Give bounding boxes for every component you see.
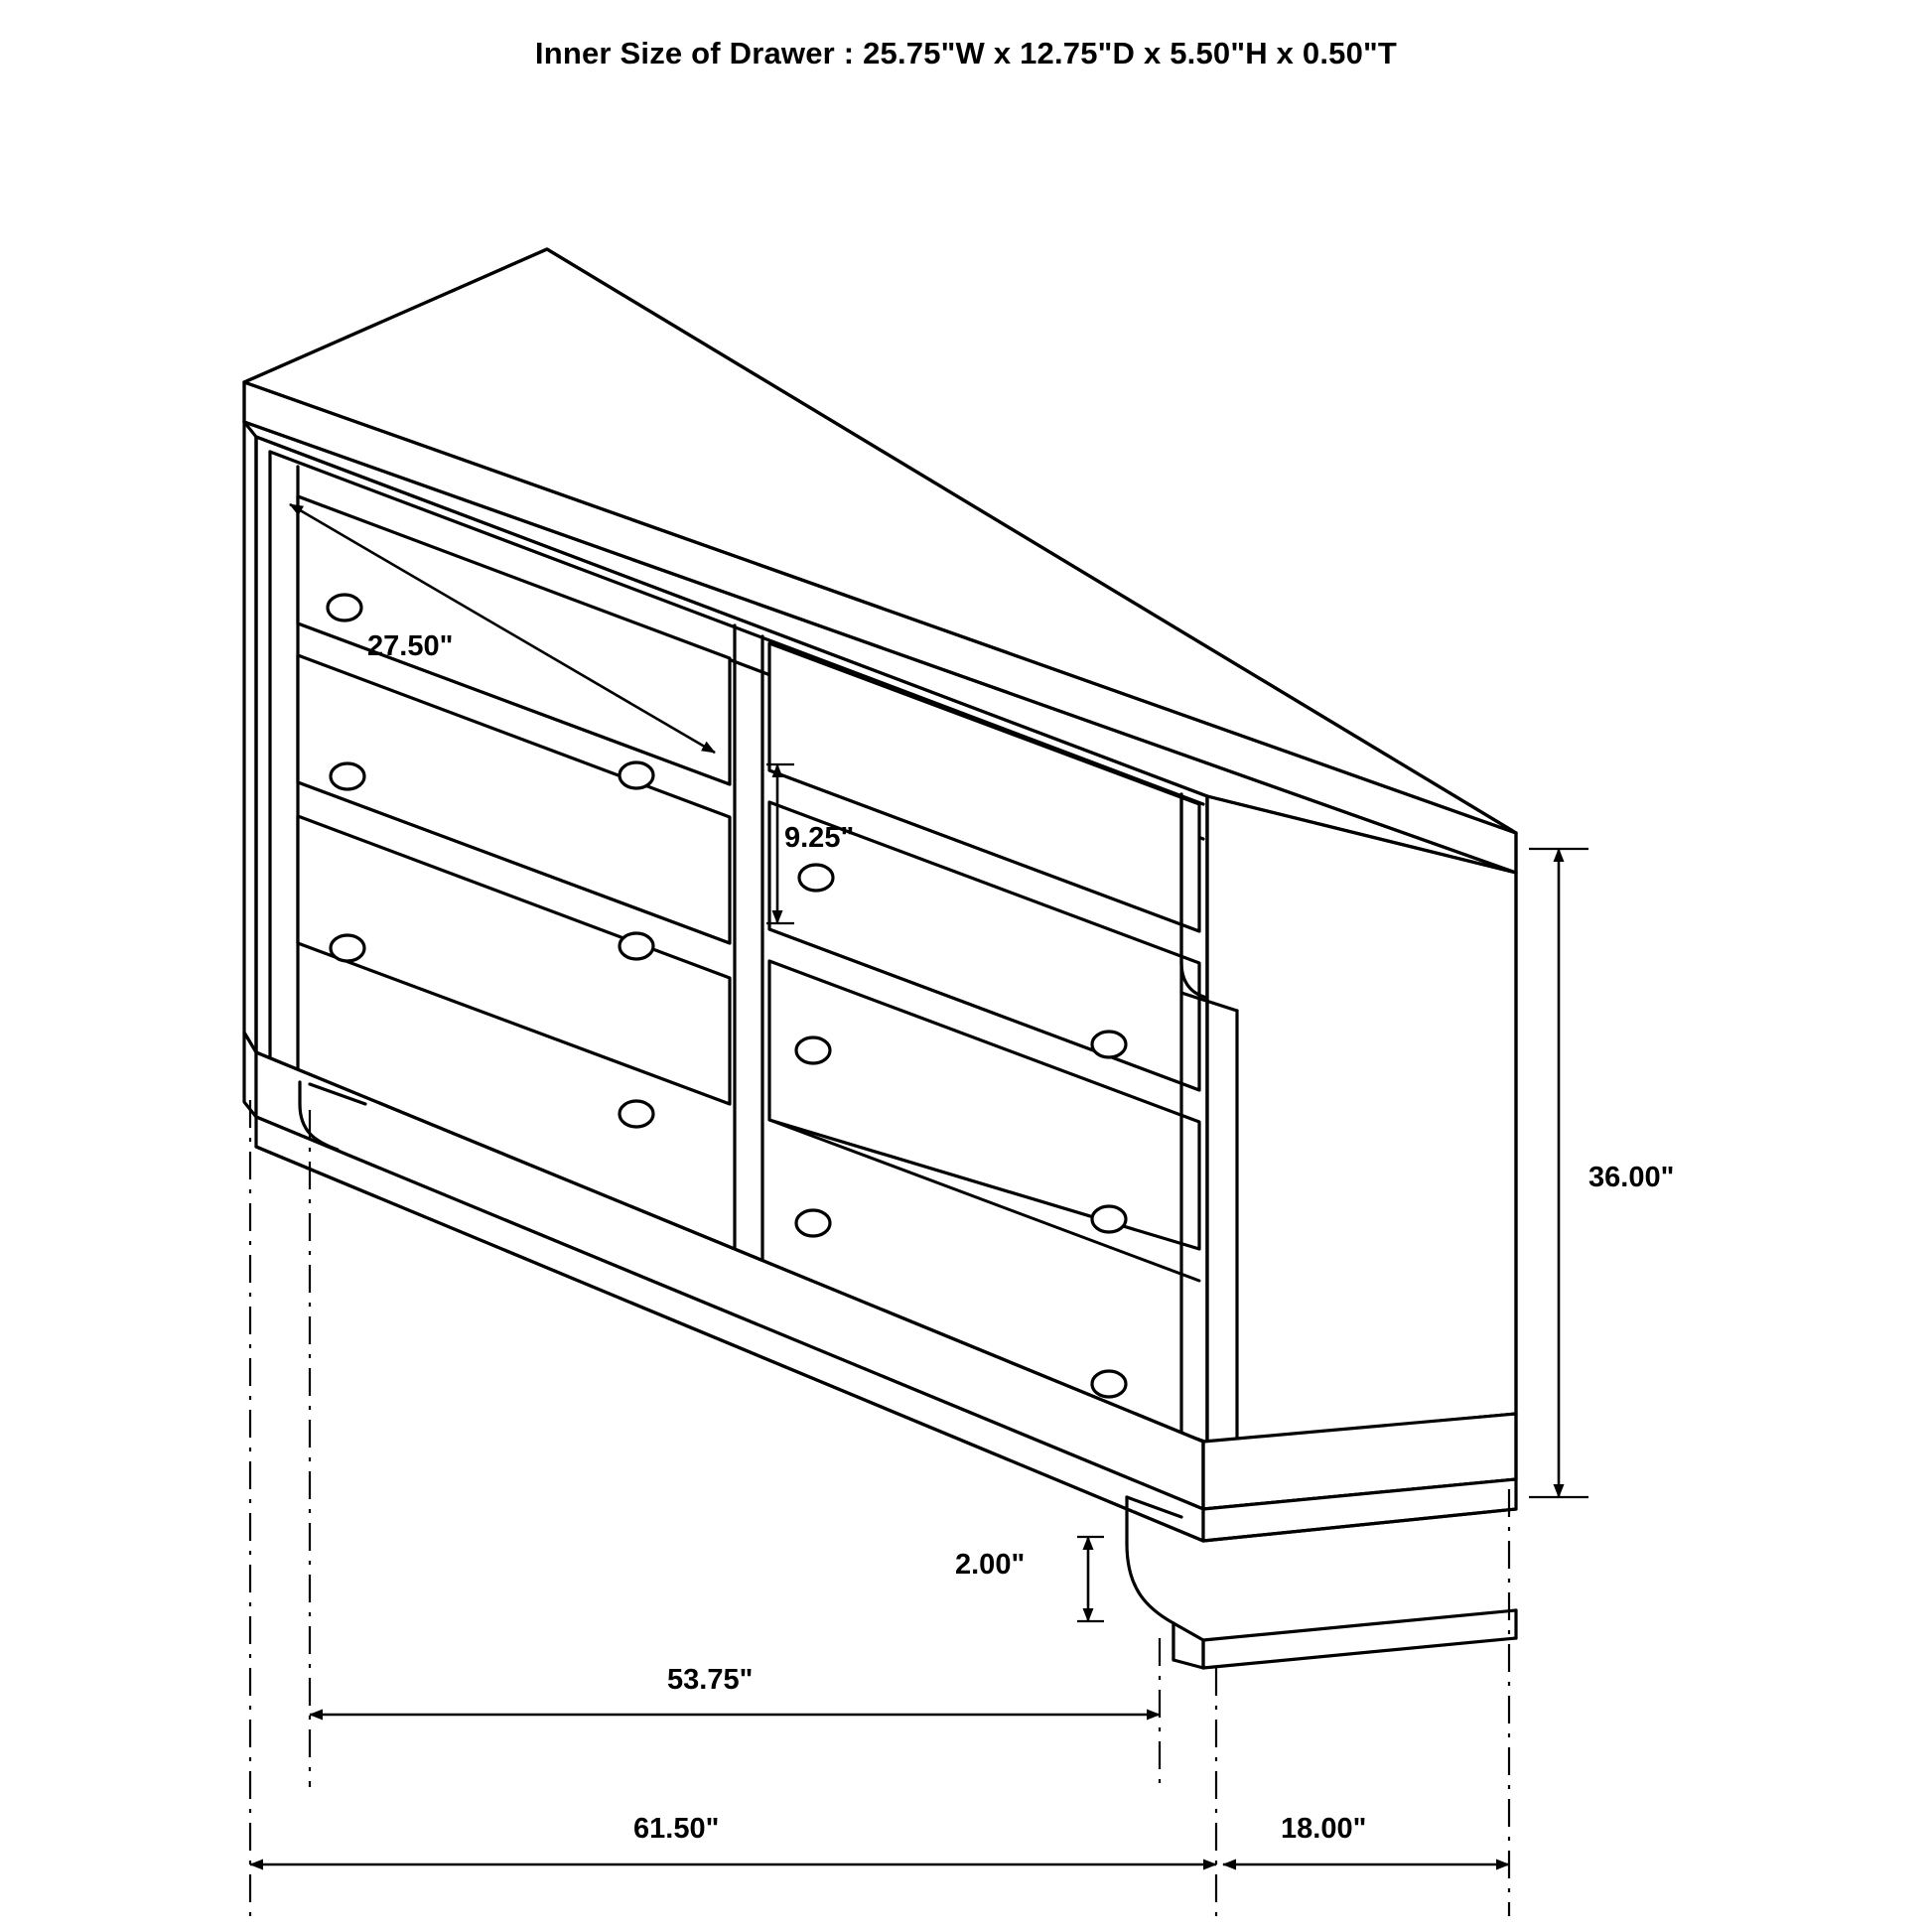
right-side-panel <box>1207 796 1516 1443</box>
dresser-body <box>244 249 1516 1668</box>
dim-label-27-50: 27.50" <box>367 630 454 662</box>
page-title: Inner Size of Drawer : 25.75"W x 12.75"D x 5.50"H x 0.50"T <box>534 36 1398 70</box>
left-side-edge <box>244 422 256 1100</box>
dim-label-36-00: 36.00" <box>1588 1162 1675 1193</box>
dim-label-53-75: 53.75" <box>667 1664 754 1696</box>
base-right-foot <box>1173 1610 1516 1668</box>
dim-label-18-00: 18.00" <box>1281 1813 1367 1845</box>
dim-label-9-25: 9.25" <box>784 822 855 854</box>
dim-label-61-50: 61.50" <box>633 1813 720 1845</box>
dim-label-2-00: 2.00" <box>955 1549 1026 1581</box>
